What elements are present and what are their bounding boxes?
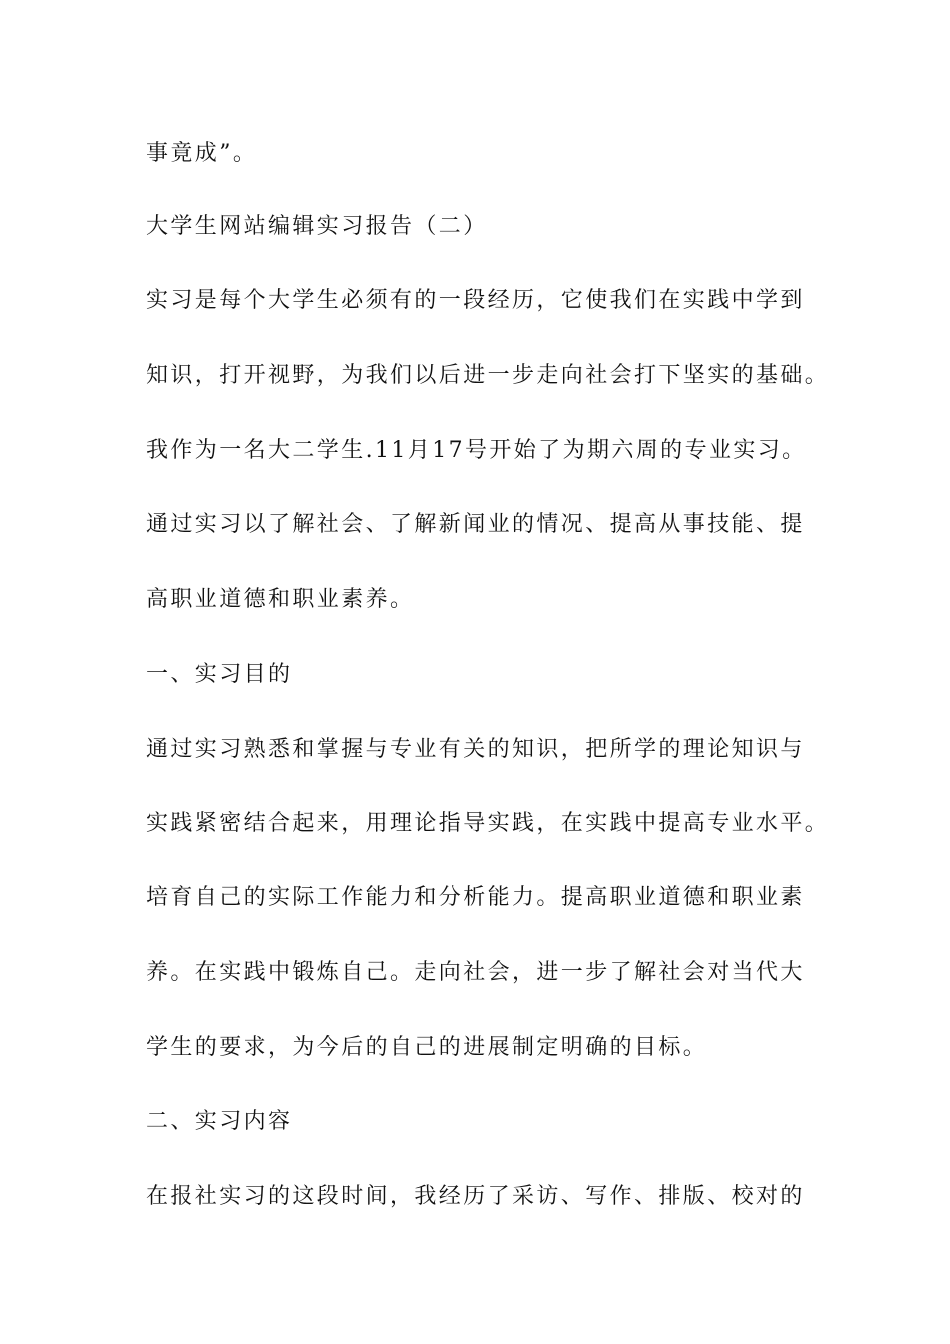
paragraph-line: 培育自己的实际工作能力和分析能力。提高职业道德和职业素 xyxy=(146,885,805,910)
paragraph-line: 实习是每个大学生必须有的一段经历，它使我们在实践中学到 xyxy=(146,288,805,313)
paragraph-line: 养。在实践中锻炼自己。走向社会，进一步了解社会对当代大 xyxy=(146,960,805,985)
paragraph-line: 高职业道德和职业素养。 xyxy=(146,587,415,612)
section-heading: 二、实习内容 xyxy=(146,1109,293,1134)
section-heading: 一、实习目的 xyxy=(146,662,293,687)
paragraph-line: 我作为一名大二学生.11月17号开始了为期六周的专业实习。 xyxy=(146,438,807,463)
paragraph-line: 事竟成”。 xyxy=(146,141,258,166)
paragraph-line: 实践紧密结合起来，用理论指导实践，在实践中提高专业水平。 xyxy=(146,811,830,836)
paragraph-line: 通过实习熟悉和掌握与专业有关的知识，把所学的理论知识与 xyxy=(146,737,805,762)
paragraph-line: 在报社实习的这段时间，我经历了采访、写作、排版、校对的 xyxy=(146,1184,805,1209)
paragraph-line: 通过实习以了解社会、了解新闻业的情况、提高从事技能、提 xyxy=(146,512,805,537)
paragraph-line: 知识，打开视野，为我们以后进一步走向社会打下坚实的基础。 xyxy=(146,363,830,388)
paragraph-line: 学生的要求，为今后的自己的进展制定明确的目标。 xyxy=(146,1035,708,1060)
section-title: 大学生网站编辑实习报告（二） xyxy=(146,214,488,239)
